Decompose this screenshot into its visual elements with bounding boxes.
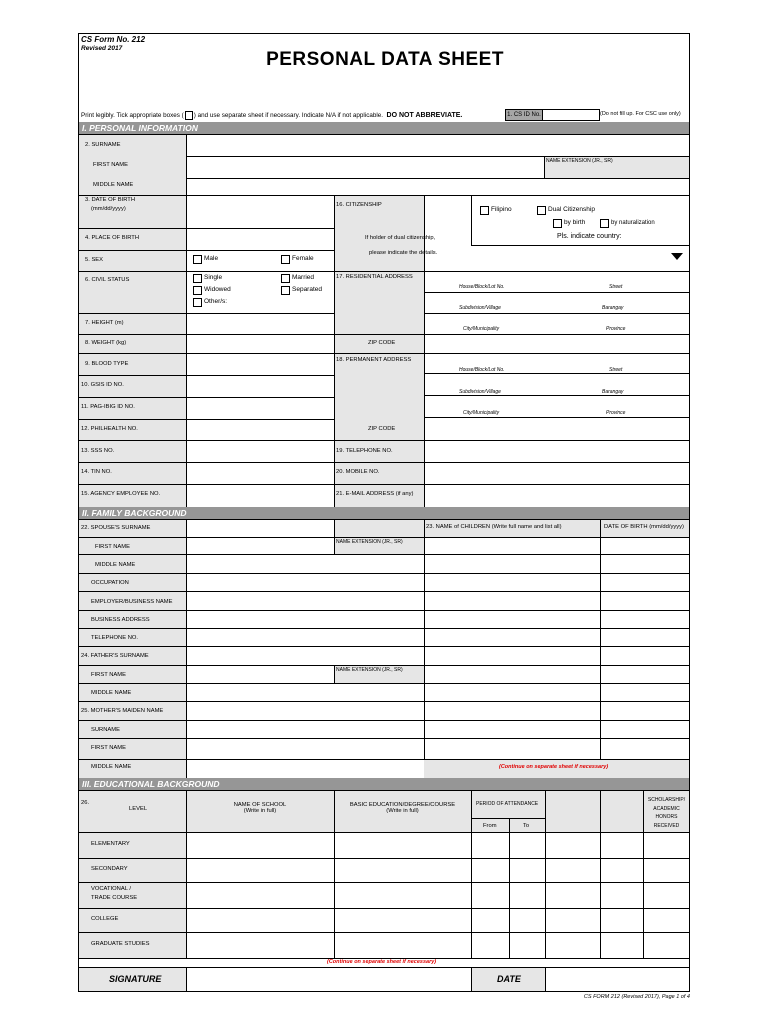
cs-id-field	[543, 109, 600, 121]
school-header-sub: (Write in full)	[243, 808, 277, 814]
vocational-label-2: TRADE COURSE	[91, 895, 138, 901]
instruction-text-2: ) and use separate sheet if necessary. Indicate N/A if not applicable.	[193, 112, 384, 120]
school-header	[187, 802, 333, 814]
dual-note-2: please indicate the details.	[369, 250, 438, 256]
family-label-column	[79, 519, 186, 778]
mother-middle-name-label: MIDDLE NAME	[91, 764, 132, 770]
agency-employee-label: 15. AGENCY EMPLOYEE NO.	[81, 491, 161, 497]
cs-id-note: (Do not fill up. For CSC use only)	[600, 111, 681, 117]
date-field[interactable]	[546, 968, 688, 990]
civil-status-label: 6. CIVIL STATUS	[85, 277, 130, 283]
occupation-label: OCCUPATION	[91, 580, 129, 586]
form-number: CS Form No. 212	[81, 35, 146, 44]
male-checkbox[interactable]	[193, 255, 202, 264]
secondary-label: SECONDARY	[91, 866, 128, 872]
father-first-name-label: FIRST NAME	[91, 672, 126, 678]
mother-maiden-label: 25. MOTHER'S MAIDEN NAME	[81, 708, 164, 714]
scholarship-line-2: ACADEMIC	[653, 805, 680, 812]
filipino-checkbox[interactable]	[480, 206, 489, 215]
height-label: 7. HEIGHT (m)	[85, 320, 124, 326]
middle-name-label: MIDDLE NAME	[93, 182, 134, 188]
scholarship-line-1: SCHOLARSHIP/	[647, 797, 686, 803]
dual-citizenship-label: Dual Citizenship	[548, 206, 595, 213]
residential-address-label: 17. RESIDENTIAL ADDRESS	[336, 274, 413, 280]
address-label-column	[334, 271, 424, 542]
section-family-background: II. FAMILY BACKGROUND	[79, 507, 689, 519]
vocational-label-1: VOCATIONAL /	[91, 886, 131, 892]
education-number: 26.	[81, 800, 90, 806]
filipino-label: Filipino	[491, 206, 512, 213]
pob-field[interactable]	[187, 229, 333, 250]
spouse-name-extension: NAME EXTENSION (JR., SR)	[336, 539, 403, 545]
mobile-label: 20. MOBILE NO.	[336, 469, 380, 475]
instruction-bold: DO NOT ABBREVIATE.	[386, 112, 463, 120]
date-label: DATE	[497, 974, 521, 984]
section-educational-background: III. EDUCATIONAL BACKGROUND	[79, 778, 689, 790]
philhealth-label: 12. PHILHEALTH NO.	[81, 426, 138, 432]
telephone-label: 19. TELEPHONE NO.	[336, 448, 393, 454]
pob-label: 4. PLACE OF BIRTH	[85, 235, 140, 241]
by-birth-label: by birth	[564, 219, 586, 226]
sss-label: 13. SSS NO.	[81, 448, 115, 454]
page-title: PERSONAL DATA SHEET	[266, 49, 504, 70]
spouse-middle-name-label: MIDDLE NAME	[95, 562, 136, 568]
education-continue-note: (Continue on separate sheet if necessary)	[327, 959, 437, 965]
married-label: Married	[292, 274, 315, 281]
res-barangay-label: Barangay	[602, 305, 624, 311]
instructions	[81, 111, 462, 120]
perm-subdivision-label: Subdivision/Village	[459, 389, 501, 395]
school-header-title: NAME OF SCHOOL	[233, 802, 287, 808]
scholarship-line-3: HONORS	[655, 814, 678, 820]
dual-citizenship-checkbox[interactable]	[537, 206, 546, 215]
degree-header-sub: (Write in full)	[386, 808, 419, 814]
elementary-label: ELEMENTARY	[91, 841, 130, 847]
dob-label: 3. DATE OF BIRTH	[85, 197, 136, 203]
dob-format: (mm/dd/yyyy)	[91, 206, 126, 212]
separated-label: Separated	[292, 286, 322, 293]
by-naturalization-checkbox[interactable]	[600, 219, 609, 228]
signature-label: SIGNATURE	[109, 974, 162, 984]
perm-street-label: Street	[609, 367, 623, 373]
res-subdivision-label: Subdivision/Village	[459, 305, 501, 311]
signature-field[interactable]	[187, 968, 470, 990]
citizenship-label: 16. CITIZENSHIP	[336, 202, 382, 208]
by-naturalization-label: by naturalization	[611, 220, 655, 226]
father-surname-label: 24. FATHER'S SURNAME	[81, 653, 149, 659]
from-header: From	[483, 823, 497, 829]
by-birth-checkbox[interactable]	[553, 219, 562, 228]
perm-city-label: City/Municipality	[463, 410, 500, 416]
spouse-first-name-label: FIRST NAME	[95, 544, 130, 550]
email-label: 21. E-MAIL ADDRESS (if any)	[336, 491, 414, 497]
first-name-label: FIRST NAME	[93, 162, 128, 168]
res-zip-label: ZIP CODE	[368, 340, 396, 346]
perm-province-label: Province	[606, 410, 626, 416]
male-label: Male	[204, 255, 219, 262]
others-checkbox[interactable]	[193, 298, 202, 307]
single-label: Single	[204, 274, 223, 281]
widowed-label: Widowed	[204, 286, 231, 293]
degree-header-title: BASIC EDUCATION/DEGREE/COURSE	[349, 802, 456, 808]
spouse-surname-label: 22. SPOUSE'S SURNAME	[81, 525, 151, 531]
pagibig-label: 11. PAG-IBIG ID NO.	[81, 404, 135, 410]
weight-label: 8. WEIGHT (kg)	[85, 340, 127, 346]
married-checkbox[interactable]	[281, 274, 290, 283]
blood-type-label: 9. BLOOD TYPE	[85, 361, 129, 367]
country-dropdown[interactable]	[472, 246, 688, 270]
children-label: 23. NAME of CHILDREN (Write full name and list all)	[426, 524, 562, 530]
surname-field[interactable]	[187, 135, 688, 155]
middle-name-field[interactable]	[187, 179, 688, 194]
country-prompt: Pls. indicate country:	[557, 233, 622, 240]
children-dob-label: DATE OF BIRTH (mm/dd/yyyy)	[604, 524, 684, 530]
to-header: To	[523, 823, 530, 829]
business-address-label: BUSINESS ADDRESS	[91, 617, 150, 623]
res-city-label: City/Municipality	[463, 326, 500, 332]
gsis-label: 10. GSIS ID NO.	[81, 382, 124, 388]
res-province-label: Province	[606, 326, 626, 332]
res-house-label: House/Block/Lot No.	[459, 284, 505, 290]
dropdown-arrow-icon[interactable]	[671, 253, 683, 260]
scholarship-header	[644, 796, 689, 830]
others-label: Other/s:	[204, 298, 228, 305]
employer-label: EMPLOYER/BUSINESS NAME	[91, 599, 173, 605]
father-name-extension: NAME EXTENSION (JR., SR)	[336, 667, 403, 673]
name-extension-label: NAME EXTENSION (JR., SR)	[546, 158, 613, 164]
sex-label: 5. SEX	[85, 257, 104, 263]
perm-house-label: House/Block/Lot No.	[459, 367, 505, 373]
father-middle-name-label: MIDDLE NAME	[91, 690, 132, 696]
cs-id-label: 1. CS ID No.	[505, 109, 543, 121]
female-label: Female	[292, 255, 314, 262]
form-revised: Revised 2017	[81, 45, 123, 52]
perm-zip-label: ZIP CODE	[368, 426, 396, 432]
surname-label: 2. SURNAME	[85, 142, 121, 148]
form-frame	[78, 33, 690, 992]
single-checkbox[interactable]	[193, 274, 202, 283]
degree-header	[335, 802, 470, 814]
college-label: COLLEGE	[91, 916, 119, 922]
graduate-label: GRADUATE STUDIES	[91, 941, 150, 947]
spouse-telephone-label: TELEPHONE NO.	[91, 635, 139, 641]
tin-label: 14. TIN NO.	[81, 469, 112, 475]
widowed-checkbox[interactable]	[193, 286, 202, 295]
instruction-text-1: Print legibly. Tick appropriate boxes (	[81, 112, 184, 120]
period-header: PERIOD OF ATTENDANCE	[476, 801, 539, 807]
mother-surname-label: SURNAME	[91, 727, 120, 733]
res-street-label: Street	[609, 284, 623, 290]
mother-first-name-label: FIRST NAME	[91, 745, 126, 751]
scholarship-line-4: RECEIVED	[653, 822, 680, 829]
perm-barangay-label: Barangay	[602, 389, 624, 395]
first-name-field[interactable]	[187, 157, 543, 177]
level-header: LEVEL	[129, 806, 148, 812]
permanent-address-label: 18. PERMANENT ADDRESS	[336, 357, 412, 363]
page-footer: CS FORM 212 (Revised 2017), Page 1 of 4	[583, 994, 690, 1000]
section-personal-information: I. PERSONAL INFORMATION	[79, 122, 689, 134]
separated-checkbox[interactable]	[281, 286, 290, 295]
tick-box-sample	[185, 111, 193, 120]
dual-note-1: If holder of dual citizenship,	[365, 235, 436, 241]
family-continue-note: (Continue on separate sheet if necessary)	[499, 764, 609, 770]
female-checkbox[interactable]	[281, 255, 290, 264]
